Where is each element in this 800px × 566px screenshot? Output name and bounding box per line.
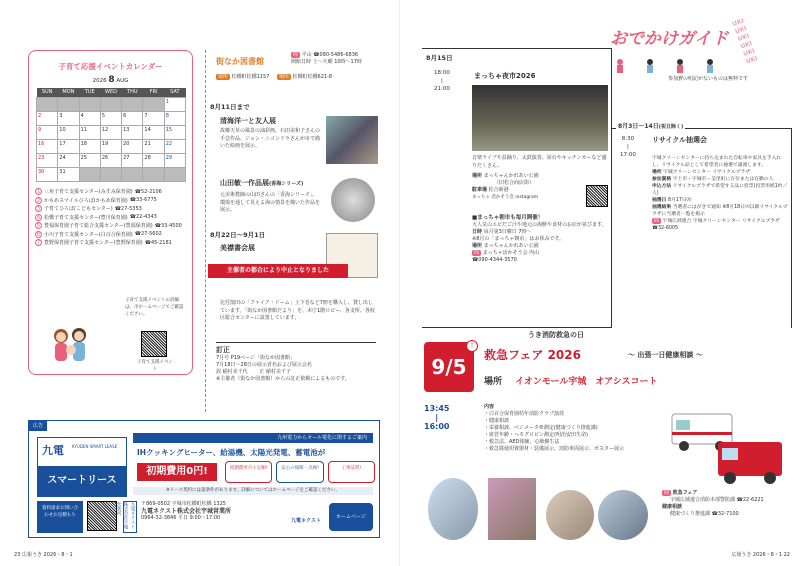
ad-company-info: 〒869-0502 宇城市松橋町松橋 1325 九電ネクスト株式会社宇城営業所 0964-32-3846 平日 9:00～17:00 — [141, 501, 231, 521]
emergency-item: ・救急隊使用資器材・装備展示、消防車両展示、ポスター展示 — [484, 446, 625, 452]
dancers-illustration-svg — [610, 58, 730, 74]
library-section — [205, 50, 380, 412]
event-photo-4 — [598, 490, 648, 540]
emergency-date: 9/5 — [424, 342, 474, 392]
library-contact: 問 平山 ☎090-5486-6836 開館日時 土～火曜 10時～17時 — [291, 52, 362, 65]
correction-line2: 7月18日～28日の展示者名および展示会名 — [216, 362, 312, 368]
phone-icon: ☎ — [711, 511, 718, 517]
event3-desc: 比付演田の「ファイア・ドーム」上下巻など7冊を購入し、貸し出しています。「街なか図書館だより」を、本庁1階ロビー、各支所、各校区総合センターに設置しています。 — [220, 300, 375, 321]
event-photo-1 — [428, 478, 478, 540]
calendar-day: 25 — [79, 153, 100, 167]
night-market-place: 場所 まっちゃんかれあい公園 （旧松合商店街） 駐車場 松合新港 まっちゃ 活かそう会 instagram — [472, 173, 539, 200]
phone-icon: ☎ — [472, 257, 479, 263]
ad-qr-code[interactable] — [87, 501, 117, 531]
calendar-day — [100, 167, 121, 181]
recycle-date: 8月3日～14日(祝日除く) — [618, 123, 684, 130]
calendar-day — [122, 97, 143, 111]
calendar-day: 27 — [122, 153, 143, 167]
calendar-day: 11 — [79, 125, 100, 139]
calendar-day: 29 — [164, 153, 185, 167]
emergency-item: ・救急法、AED体験、心肺蘇生法 — [484, 439, 560, 445]
emergency-item: ・血管年齢・ヘモグロビン測定(明治安田生命) — [484, 432, 588, 438]
calendar-day — [79, 167, 100, 181]
calendar-qr-code[interactable] — [141, 331, 167, 357]
event2-name: 山田敏一作品展(香海シリーズ) — [220, 179, 304, 187]
event1-photo — [326, 116, 378, 164]
calendar-day: 19 — [100, 139, 121, 153]
event1-date: 8月11日まで — [210, 103, 250, 111]
emergency-time: 13:45 | 16:00 — [424, 404, 450, 431]
calendar-day: 24 — [58, 153, 79, 167]
night-market-title: まっちゃ夜市2026 — [474, 72, 536, 80]
emergency-title: 救急フェア 2026 — [484, 348, 581, 362]
event3-name: 美襟書会展 — [220, 244, 255, 252]
calendar-day: 6 — [122, 111, 143, 125]
weekday-header: MON — [58, 88, 79, 97]
weekday-header: THU — [122, 88, 143, 97]
emergency-item: ・栄養相談、ベジメータ®測定(健康づくり推進課) — [484, 425, 598, 431]
weekday-header: FRI — [143, 88, 164, 97]
night-market-photo — [472, 85, 608, 151]
phone-icon: ☎ — [736, 497, 743, 503]
calendar-week — [37, 153, 186, 167]
calendar-day — [143, 97, 164, 111]
ad-products: IHクッキングヒーター、給湯機、太陽光発電、蓄電池が — [137, 448, 326, 457]
event1-name: 清海洋一と友人展 — [220, 117, 276, 125]
calendar-table — [36, 88, 186, 182]
calendar-day: 12 — [100, 125, 121, 139]
ad-banner: 九州電力からオール電化に関するご案内 — [133, 433, 373, 443]
legend-text: 豊野保育園子育て支援センター(豊野保育園) — [44, 240, 143, 247]
calendar-day: 14 — [143, 125, 164, 139]
calendar-day — [164, 167, 185, 181]
legend-item — [35, 222, 192, 231]
ad-request-label: 資料請求お問い合わせお見積もり — [37, 501, 83, 533]
legend-number: 6 — [36, 231, 41, 238]
left-footer: 23 広報うき 2026・8・1 — [14, 552, 73, 558]
calendar-day: 8 — [164, 111, 185, 125]
phone-icon: ☎ — [313, 52, 320, 58]
event2-photo — [331, 178, 375, 222]
ad-badges: 初期費用月々定額! 安心の保障・点検! 工事品質! — [225, 461, 375, 483]
dancers-illustration — [610, 58, 730, 74]
correction-line1: 7月号 P19ページ「街なか図書館」 — [216, 355, 296, 361]
ad-company-logo: 九電ネクスト — [291, 518, 321, 524]
calendar-day — [122, 167, 143, 181]
event2-desc: 元美術教師の山田さんの「香海シリーズ」。環境を通して見える海の情景を描いた作品を展示。 — [220, 192, 321, 213]
calendar-day — [100, 97, 121, 111]
calendar-week — [37, 125, 186, 139]
ad-headline: 初期費用0円! — [137, 463, 217, 481]
calendar-day — [143, 167, 164, 181]
correction-title: 訂正 — [216, 346, 230, 354]
calendar-qr-note: 子育て支援イベントの詳細は、市ホームページでご確認ください。 — [125, 298, 184, 317]
calendar-day: 7 — [143, 111, 164, 125]
night-market-date: 8月15日 — [426, 54, 453, 62]
ad-box — [28, 420, 380, 538]
emergency-pre: うき消防救急の日 — [528, 331, 584, 339]
calendar-day: 13 — [122, 125, 143, 139]
calendar-day: 2 — [37, 111, 58, 125]
right-footer: 広報うき 2026・8・1 22 — [731, 552, 790, 558]
calendar-qr-label: 子育て支援イベント — [137, 360, 173, 372]
legend-item — [35, 239, 192, 248]
emergency-contents: 内容 ・白百合保育園幼年消防クラブ演技 ・健康相談 ・栄養相談、ベジメータ®測定(健康づくり推進課) ・血管年齢・ヘモグロビン測定(明治安田生命) ・救急法、AED体験、心肺蘇生法 ・救急隊使用資器材・装備展示、消防車両展示、ポスター展示 — [484, 404, 654, 453]
calendar-day: 10 — [58, 125, 79, 139]
legend-text: 子育てひろば(こどもセンター) — [44, 206, 113, 213]
ambulance-illustration — [668, 398, 784, 488]
event-photo-2 — [488, 478, 536, 540]
event1-desc: 故郷天草の風景の油彩画、石田美和子さんの手芸作品、ジョン・ニコンドラさんが市で描いた絵画を展示。 — [220, 128, 321, 149]
legend-text: 松橋子育て支援センター(豊川保育園) — [44, 214, 128, 221]
calendar-day — [58, 97, 79, 111]
library-places: 場所 松橋町松橋1157 場所 松橋町松橋621-8 — [218, 74, 333, 80]
emergency-dow: 土 — [466, 340, 478, 352]
legend-tel: ☎45-2181 — [144, 239, 172, 246]
ad-logo: 九電 KYUDEN SMART LEASE スマートリース — [37, 437, 127, 497]
legend-tel: ☎52-2106 — [134, 188, 162, 195]
legend-tel: ☎33-4500 — [154, 222, 182, 229]
legend-text: 小川子育て支援センター(白百合保育園) — [44, 231, 133, 238]
calendar-day: 1 — [164, 97, 185, 111]
recycle-time: 8:30 | 17:00 — [620, 136, 636, 158]
calendar-box — [28, 50, 193, 375]
legend-item — [35, 188, 192, 197]
calendar-day: 9 — [37, 125, 58, 139]
legend-number: 1 — [36, 189, 41, 196]
emergency-contacts: 問 救急フェア 宇城広域連合消防本部警防課 ☎22-6221 健康相談 健康づくり推進課 ☎32-7100 — [662, 490, 764, 517]
asaichi-section: ■まっちゃ朝市も毎月開催！ 大人気のエビだご汁や地元の海鮮や食材のお店が並びます。 日時 毎月第3日曜日 7時～ ※8月の「まっちゃ朝市」はお休みです。 場所 まっちゃんかれあい公園 問 まっちゃ活かそう会 内山 ☎090-4344-3570 — [472, 215, 607, 263]
event-photo-3 — [546, 490, 594, 540]
uki-pattern: UKI UKI UKI UKI UKI UKI — [731, 17, 759, 66]
emergency-item: ・健康相談 — [484, 418, 510, 424]
page-divider — [399, 0, 400, 566]
calendar-day: 28 — [143, 153, 164, 167]
weekday-header: TUE — [79, 88, 100, 97]
legend-number: 7 — [36, 240, 41, 247]
calendar-day — [79, 97, 100, 111]
ambulance-svg — [668, 398, 784, 488]
library-title: 街なか図書館 — [216, 57, 264, 66]
odekake-note: 参加費の明記がないものは無料です — [668, 76, 749, 82]
couple-illustration — [47, 326, 95, 366]
ad-home-button[interactable]: ホームページ — [329, 503, 373, 531]
legend-number: 5 — [36, 223, 41, 230]
calendar-day: 20 — [122, 139, 143, 153]
legend-text: 豊福保育園子育て総合支援センター(豊福保育園) — [44, 223, 153, 230]
ad-company-name-vertical: 九電ネクスト株式会社宇城営業所 — [123, 501, 137, 533]
legend-number: 3 — [36, 206, 41, 213]
emergency-place: 場所 イオンモール宇城 オアシスコート — [484, 377, 658, 387]
instagram-qr-code[interactable] — [586, 185, 608, 207]
night-market-time: 18:00 | 21:00 — [434, 70, 450, 92]
emergency-section — [418, 330, 790, 546]
cancellation-notice: 主催者の都合により中止となりました — [208, 264, 348, 278]
night-market-desc: 音楽ライブや盆踊り、太鼓演奏、屋台やキッチンカーなど盛りだくさん。 — [472, 155, 607, 169]
correction-box — [216, 342, 376, 408]
calendar-title: 子育て応援イベントカレンダー — [58, 62, 163, 71]
legend-tel: ☎27-5602 — [134, 231, 162, 238]
weekday-header: WED — [100, 88, 121, 97]
calendar-week — [37, 139, 186, 153]
recycle-section — [612, 123, 792, 328]
ad-note: ※リース契約には諸条件があります。詳細についてはホームページをご確認ください。 — [133, 487, 373, 495]
legend-item — [35, 196, 192, 205]
weekday-header: SUN — [37, 88, 58, 97]
legend-text: かもめスマイルひろば(かもめ保育園) — [44, 197, 128, 204]
calendar-day: 4 — [79, 111, 100, 125]
calendar-day: 26 — [100, 153, 121, 167]
legend-text: 三角子育て支援センター(みすみ保育園) — [44, 189, 133, 196]
legend-tel: ☎33-6775 — [129, 197, 157, 204]
recycle-details: 宇城クリーンセンターに持ち込まれた自転車や家具を手入れし、リサイクル品として希望者に抽選で譲渡します。 場所 宇城クリーンセンター リサイクルプラザ 参加資格 宇土市・宇城市・美里町に在住または在勤の人 申込方法 リサイクルプラザで希望する品に投票(投票用紙1枚／人) 抽選日 8月17日㈪ 抽選結果 当選者にはがきで通知 ※8月18日㈫以降リサイクルプラザに当選者一覧を掲示 問 宇城広域連合 宇城クリーンセンター リサイクルプラザ ☎32-6005 — [652, 156, 788, 231]
calendar-day: 15 — [164, 125, 185, 139]
legend-number: 4 — [36, 214, 41, 221]
weekday-header: SAT — [164, 88, 185, 97]
emergency-item: ・白百合保育園幼年消防クラブ演技 — [484, 411, 565, 417]
calendar-week — [37, 97, 186, 111]
calendar-day: 30 — [37, 167, 58, 181]
odekake-title: おでかけガイド — [610, 29, 729, 49]
legend-item — [35, 205, 192, 214]
calendar-day: 3 — [58, 111, 79, 125]
calendar-legend — [35, 188, 192, 248]
emergency-subtitle: ～ 出張一日健康相談 ～ — [628, 351, 703, 359]
calendar-day: 17 — [58, 139, 79, 153]
ad-label: 広告 — [29, 421, 47, 431]
calendar-day: 21 — [143, 139, 164, 153]
correction-note: ※主催者（街なか図書館）からの訂正依頼によるものです。 — [216, 376, 350, 382]
right-page — [400, 0, 800, 566]
legend-item — [35, 213, 192, 222]
calendar-day: 23 — [37, 153, 58, 167]
calendar-week — [37, 167, 186, 181]
calendar-day: 16 — [37, 139, 58, 153]
calendar-day: 31 — [58, 167, 79, 181]
calendar-day: 22 — [164, 139, 185, 153]
phone-icon: ☎ — [652, 226, 658, 231]
recycle-title: リサイクル抽選会 — [652, 136, 708, 144]
legend-tel: ☎27-5353 — [114, 205, 142, 212]
calendar-week — [37, 111, 186, 125]
calendar-month: 2026 8 AUG — [92, 75, 129, 85]
legend-item — [35, 230, 192, 239]
night-market-section — [422, 48, 612, 328]
legend-number: 2 — [36, 197, 41, 204]
calendar-day: 5 — [100, 111, 121, 125]
calendar-day — [37, 97, 58, 111]
calendar-day: 18 — [79, 139, 100, 153]
event3-date: 8月22日～9月1日 — [210, 231, 266, 239]
legend-tel: ☎22-4343 — [129, 214, 157, 221]
correction-values: 誤 稲村美千代 正 稲村美千子 — [216, 369, 291, 375]
couple-illustration-svg — [47, 326, 95, 366]
